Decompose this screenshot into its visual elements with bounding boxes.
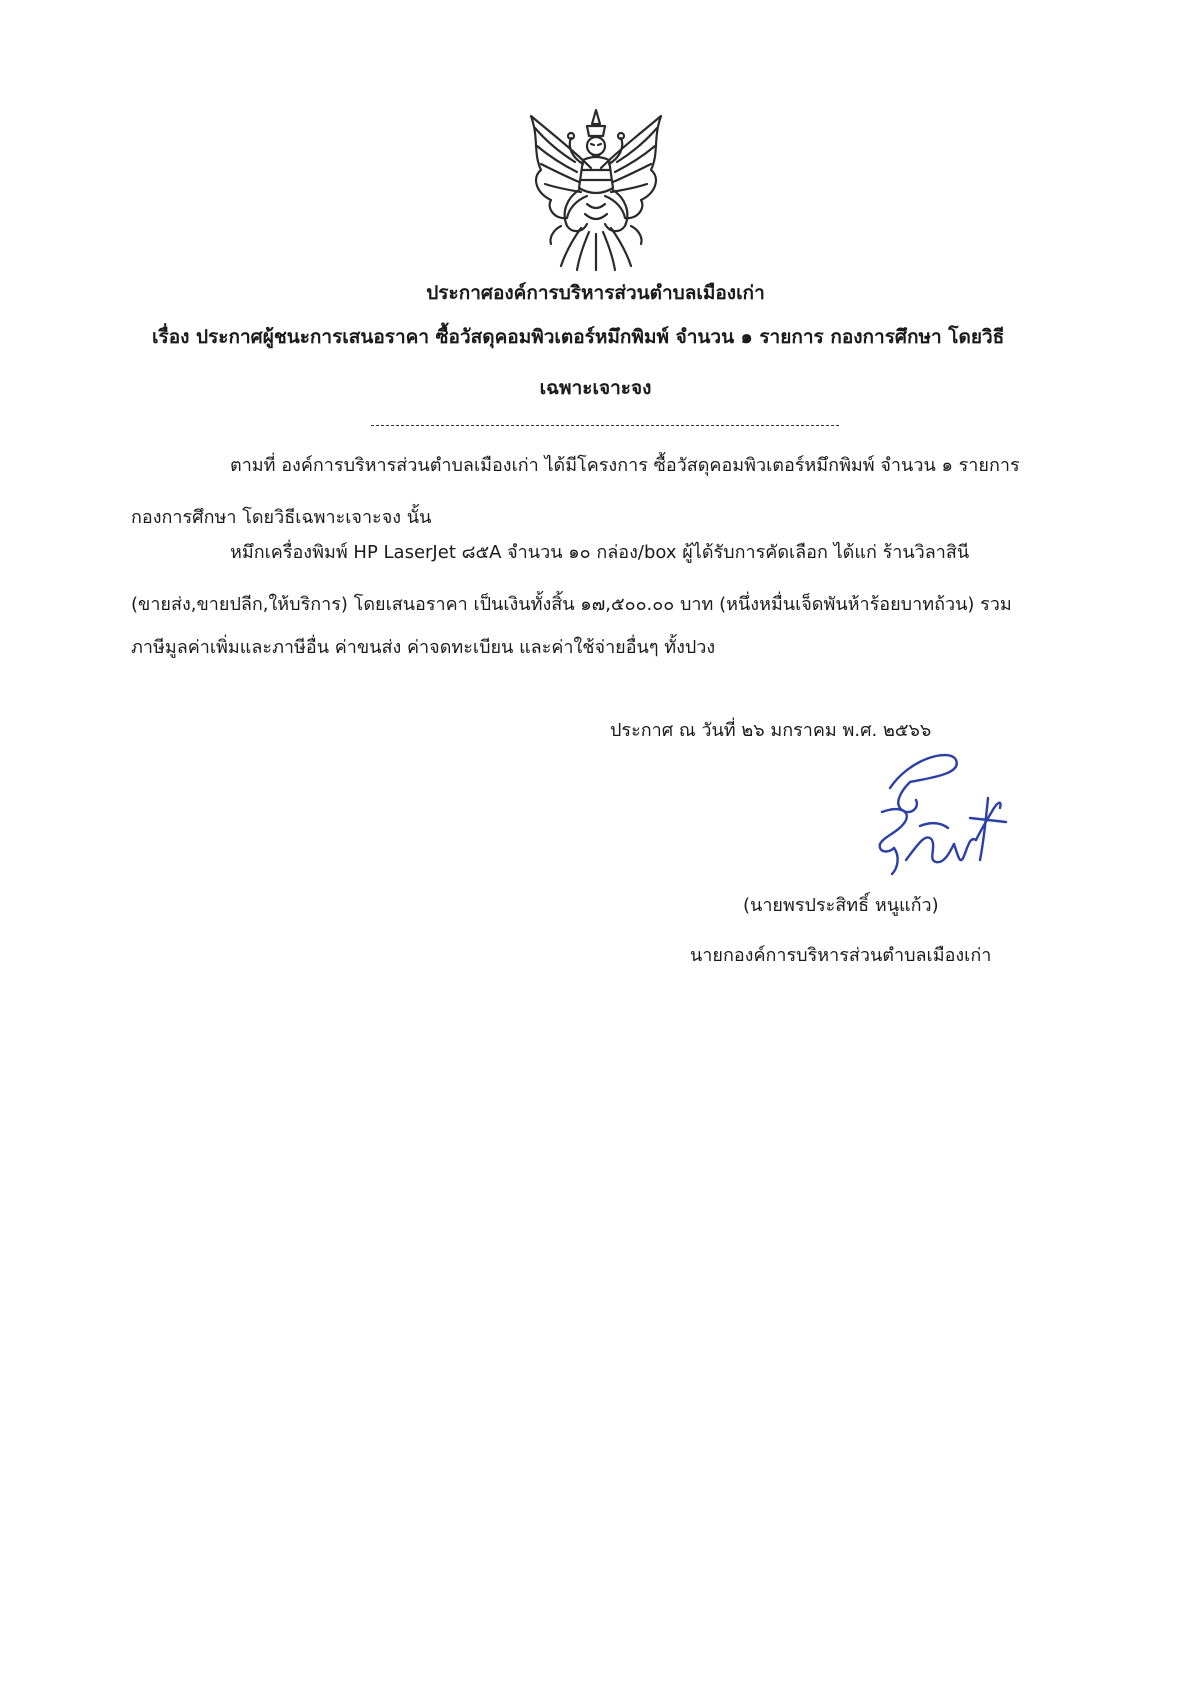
signer-position: นายกองค์การบริหารส่วนตำบลเมืองเก่า <box>690 945 992 966</box>
announcement-subject-line1: เรื่อง ประกาศผู้ชนะการเสนอราคา ซื้อวัสดุคอมพิวเตอร์หมึกพิมพ์ จำนวน ๑ รายการ กองการศึกษา โดยวิธี <box>152 326 1005 348</box>
announcement-date: ประกาศ ณ วันที่ ๒๖ มกราคม พ.ศ. ๒๕๖๖ <box>610 720 932 741</box>
paragraph2-line3: ภาษีมูลค่าเพิ่มและภาษีอื่น ค่าขนส่ง ค่าจดทะเบียน และค่าใช้จ่ายอื่นๆ ทั้งปวง <box>131 637 716 658</box>
paragraph1-line1: ตามที่ องค์การบริหารส่วนตำบลเมืองเก่า ได้มีโครงการ ซื้อวัสดุคอมพิวเตอร์หมึกพิมพ์ จำนวน ๑ รายการ <box>230 455 1020 476</box>
divider-line <box>371 425 839 426</box>
paragraph2-line2: (ขายส่ง,ขายปลีก,ให้บริการ) โดยเสนอราคา เป็นเงินทั้งสิ้น ๑๗,๕๐๐.๐๐ บาท (หนึ่งหมื่นเจ็ดพันห้าร้อยบาทถ้วน) รวม <box>131 594 1012 615</box>
handwritten-signature-icon <box>870 748 1010 883</box>
paragraph2-line1: หมึกเครื่องพิมพ์ HP LaserJet ๘๕A จำนวน ๑๐ กล่อง/box ผู้ได้รับการคัดเลือก ได้แก่ ร้านวิลาสินี <box>230 542 970 563</box>
paragraph1-line2: กองการศึกษา โดยวิธีเฉพาะเจาะจง นั้น <box>131 507 432 528</box>
garuda-emblem-icon <box>521 108 671 273</box>
signer-name: (นายพรประสิทธิ์ หนูแก้ว) <box>743 895 939 916</box>
announcement-title: ประกาศองค์การบริหารส่วนตำบลเมืองเก่า <box>426 282 765 304</box>
announcement-subject-line2: เฉพาะเจาะจง <box>539 377 652 399</box>
